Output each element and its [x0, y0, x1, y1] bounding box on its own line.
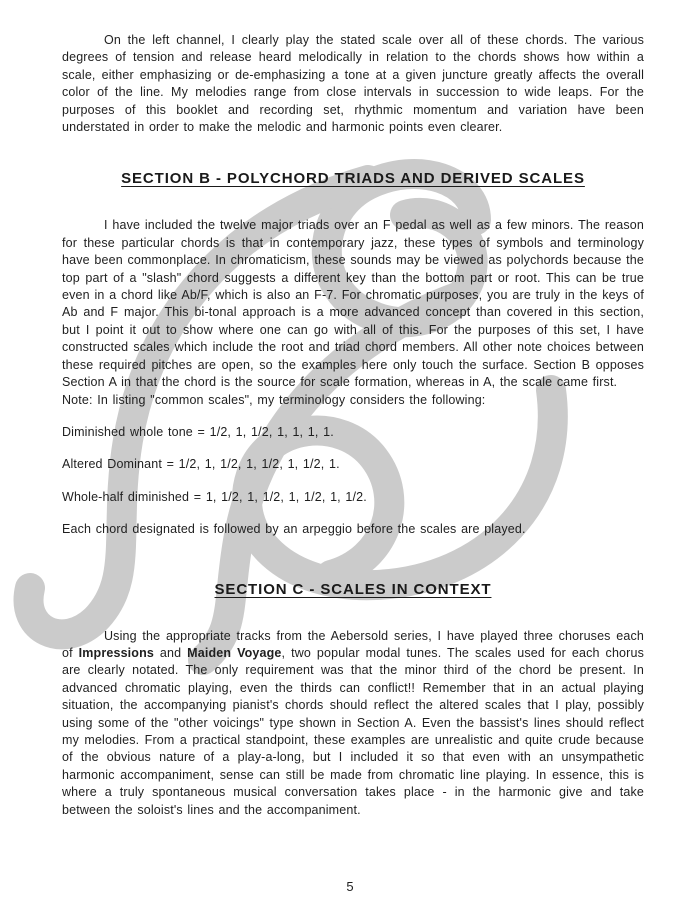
section-b-note: Note: In listing "common scales", my terminology considers the following: [62, 392, 486, 407]
section-c-text-3: , two popular modal tunes. The scales used for each chorus are clearly notated. The only requirement was that the minor third of the chord be present. In advanced chromatic playing, even the thirds can conflict!! Remember that in an actual playing situation, the accompanying pianist's chords should reflect the altered scales that I play, possibly using some of the "other voicings" type shown in Section A. Even the bassist's lines should reflect my melodies. From a practical standpoint, these examples are unrealistic and quite crude because of the obvious nature of a play-a-long, but I included it so that even with an unsympathetic harmonic accompaniment, sense can still be made from chromatic line playing. In essence, this is where a truly spontaneous musical conversation takes place - in the harmonic give and take between the soloist's lines and the accompaniment. [62, 645, 644, 817]
tune-title-maiden-voyage: Maiden Voyage [187, 645, 282, 660]
section-b-closing-line: Each chord designated is followed by an arpeggio before the scales are played. [62, 522, 526, 537]
section-c-text-1: Using the appropriate tracks from the Aebersold series, I have played three choruses each of [62, 628, 644, 660]
section-b-heading-text: SECTION B - POLYCHORD TRIADS AND DERIVED SCALES [121, 170, 585, 188]
scale-formula-altered-dominant: Altered Dominant = 1/2, 1, 1/2, 1, 1/2, 1, 1/2, 1. [62, 457, 340, 472]
intro-paragraph: On the left channel, I clearly play the stated scale over all of these chords. The various degrees of tension and release heard melodically in relation to the chords shows how within a scale, either emphasizing or de-emphasizing a tone at a given juncture greatly affects the overall color of the line. My melodies range from close intervals in succession to wide leaps. For the purposes of this booklet and recording set, rhythmic momentum and variation have been understated in order to make the melodic and harmonic points even clearer. [62, 33, 644, 135]
page-number: 5 [346, 879, 354, 894]
scale-formula-whole-half-diminished: Whole-half diminished = 1, 1/2, 1, 1/2, 1, 1/2, 1, 1/2. [62, 489, 367, 504]
section-c-paragraph [62, 628, 644, 819]
section-b-paragraph: I have included the twelve major triads over an F pedal as well as a few minors. The reason for these particular chords is that in contemporary jazz, these types of symbols and terminology have been commonplace. In chromaticism, these sounds may be viewed as polychords because the top part of a "slash" chord suggests a different key than the bottom part or root. This can be true even in a chord like Ab/F, which is also an F-7. For chromatic purposes, you are truly in the keys of Ab and F major. This bi-tonal approach is a more advanced concept than covered in this section, but I point it out to show where one can go with all of this. For the purposes of this set, I have constructed scales which include the root and triad chord members. All other note choices between these required pitches are open, so the examples here only touch the surface. Section B opposes Section A in that the chord is the source for scale formation, whereas in A, the scale came first. [62, 218, 644, 390]
tune-title-impressions: Impressions [78, 645, 154, 660]
section-c-heading-text: SECTION C - SCALES IN CONTEXT [214, 580, 492, 598]
section-c-text-2: and [153, 645, 188, 660]
scale-formula-diminished-whole-tone: Diminished whole tone = 1/2, 1, 1/2, 1, 1, 1, 1. [62, 424, 334, 439]
section-b-heading [62, 170, 644, 187]
section-c-heading [62, 581, 644, 598]
